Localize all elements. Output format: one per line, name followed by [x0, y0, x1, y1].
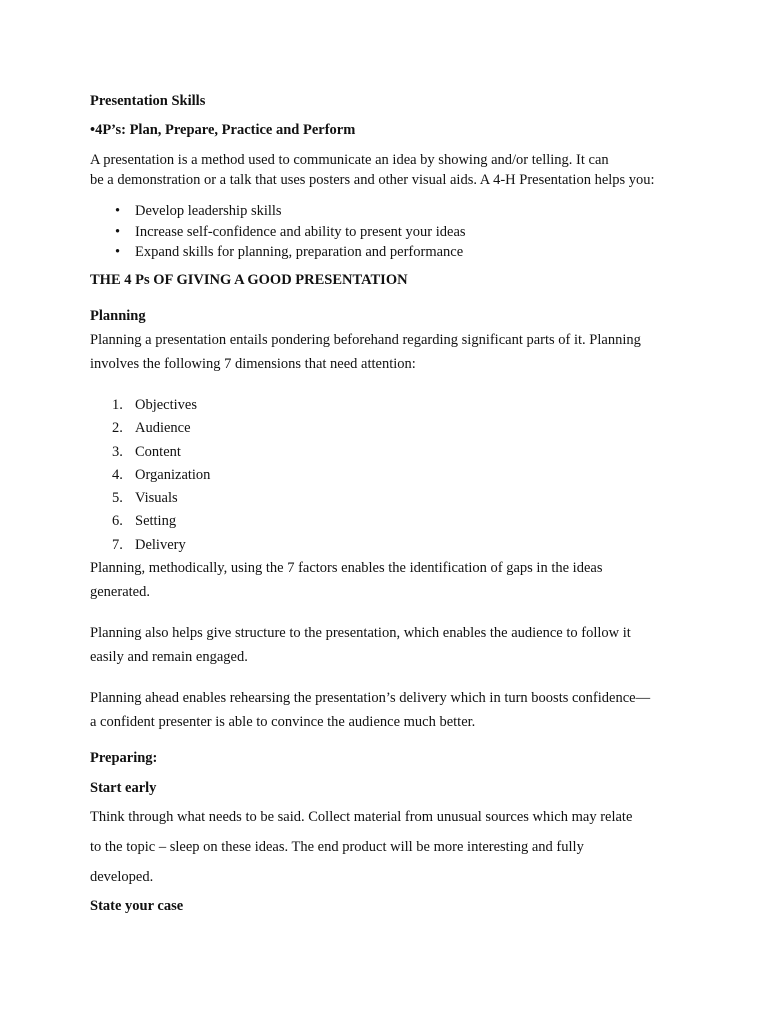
list-item: • Develop leadership skills	[90, 201, 466, 222]
planning-intro	[90, 328, 641, 376]
start-early-heading: Start early	[90, 780, 157, 796]
planning-heading: Planning	[90, 308, 146, 324]
list-item: • Increase self-confidence and ability to present your ideas	[90, 222, 466, 243]
intro-paragraph	[90, 150, 655, 190]
intro-line-1: A presentation is a method used to communicate an idea by showing and/or telling. It can	[90, 152, 609, 168]
bullet-icon: •	[115, 244, 121, 260]
list-item: 3. Content	[112, 443, 181, 460]
planning-intro-line-1: Planning a presentation entails pondering beforehand regarding significant parts of it. Planning	[90, 332, 641, 348]
document-subtitle: •4P’s: Plan, Prepare, Practice and Perform	[90, 122, 356, 138]
list-item: 4. Organization	[112, 466, 211, 483]
document-title: Presentation Skills	[90, 93, 206, 109]
state-your-case-heading: State your case	[90, 898, 184, 914]
bullet-icon: •	[115, 223, 121, 240]
list-item: • Expand skills for planning, preparation and performance	[90, 242, 466, 263]
list-item: 1. Objectives	[112, 397, 198, 413]
list-item: 2. Audience	[112, 420, 191, 437]
list-item: 7. Delivery	[112, 536, 186, 553]
section-heading: THE 4 Ps OF GIVING A GOOD PRESENTATION	[90, 272, 408, 288]
list-item: 6. Setting	[112, 513, 177, 530]
planning-paragraph-2: Planning also helps give structure to the presentation, which enables the audience to follow it easily and remain engaged.	[90, 625, 631, 665]
planning-paragraph-1: Planning, methodically, using the 7 factors enables the identification of gaps in the ideas generated.	[90, 560, 603, 600]
planning-intro-line-2: involves the following 7 dimensions that need attention:	[90, 356, 416, 372]
start-early-paragraph: Think through what needs to be said. Collect material from unusual sources which may relate to the topic – sleep on these ideas. The end product will be more interesting and fully developed.	[90, 809, 633, 885]
bullet-icon: •	[115, 203, 121, 219]
planning-paragraph-3: Planning ahead enables rehearsing the presentation’s delivery which in turn boosts confidence— a confident presenter is able to convince the audience much better.	[90, 690, 651, 730]
intro-line-2: be a demonstration or a talk that uses posters and other visual aids. A 4-H Presentation helps you:	[90, 172, 655, 188]
list-item: 5. Visuals	[112, 490, 178, 507]
benefits-list	[90, 201, 466, 263]
preparing-heading: Preparing:	[90, 750, 158, 766]
planning-dimensions-list	[90, 394, 210, 557]
